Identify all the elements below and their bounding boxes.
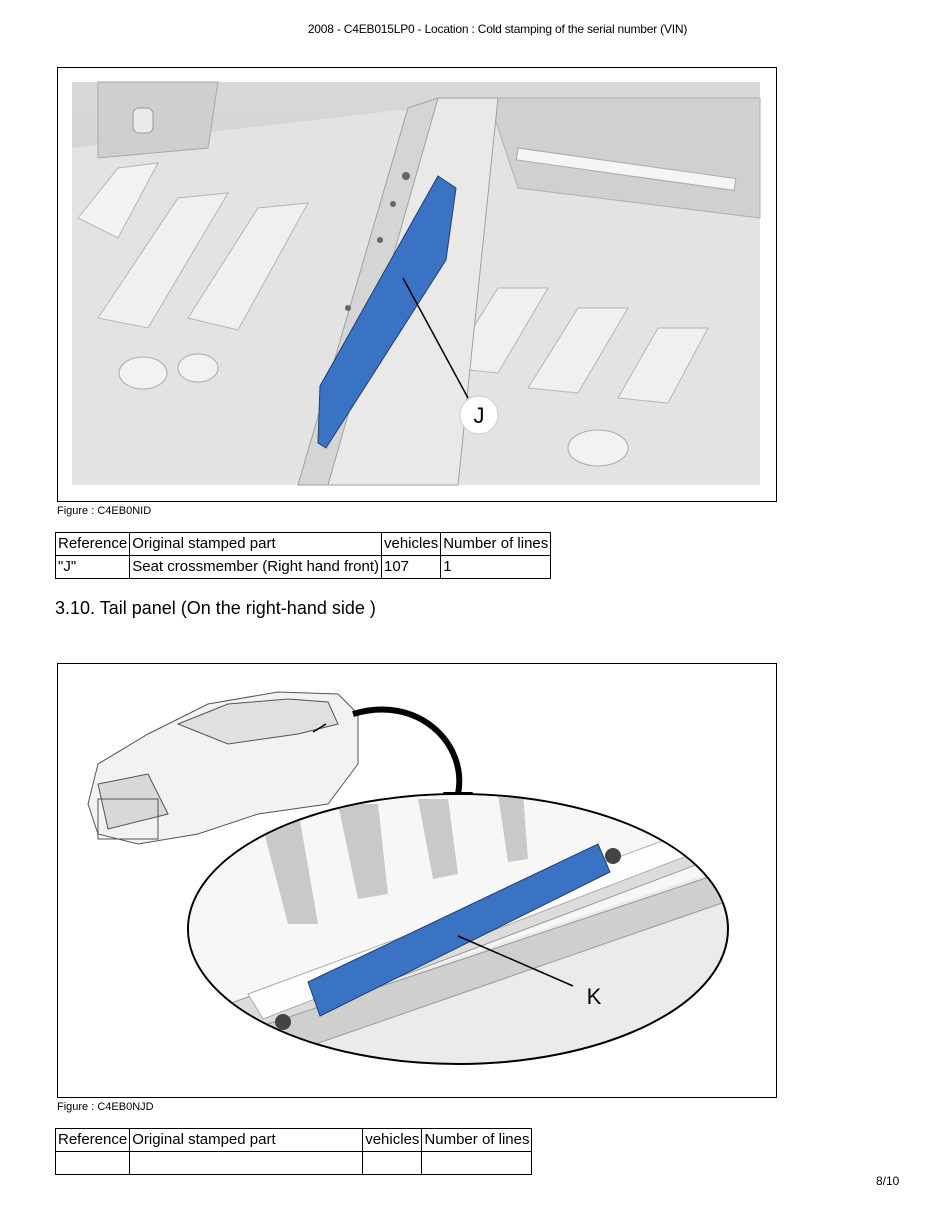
figure-caption: Figure : C4EB0NJD xyxy=(57,1101,154,1113)
table-header-row xyxy=(56,1129,532,1152)
table-cell xyxy=(130,1152,363,1175)
section-title: 3.10. Tail panel (On the right-hand side ) xyxy=(55,598,376,618)
column-header: vehicles xyxy=(382,533,441,556)
column-header: Number of lines xyxy=(441,533,551,556)
table-cell: "J" xyxy=(56,556,130,579)
callout-j: J xyxy=(473,403,485,428)
figure-caption: Figure : C4EB0NID xyxy=(57,505,152,517)
reference-table xyxy=(55,1128,532,1175)
table-cell: 107 xyxy=(382,556,441,579)
column-header: Original stamped part xyxy=(130,1129,363,1152)
table-cell xyxy=(56,1152,130,1175)
table-row xyxy=(56,1152,532,1175)
page-header: 2008 - C4EB015LP0 - Location : Cold stamping of the serial number (VIN) xyxy=(307,22,688,36)
table-cell: Seat crossmember (Right hand front) xyxy=(130,556,382,579)
table-cell: 1 xyxy=(441,556,551,579)
column-header: Number of lines xyxy=(422,1129,532,1152)
callout-k: K xyxy=(586,984,602,1009)
table-header-row xyxy=(56,533,551,556)
table-row xyxy=(56,556,551,579)
column-header: vehicles xyxy=(363,1129,422,1152)
column-header: Reference xyxy=(56,533,130,556)
figure-seat-crossmember xyxy=(57,67,777,502)
figure-tail-panel xyxy=(57,663,777,1098)
column-header: Original stamped part xyxy=(130,533,382,556)
tail-panel-illustration xyxy=(58,664,776,1097)
column-header: Reference xyxy=(56,1129,130,1152)
table-cell xyxy=(422,1152,532,1175)
page-number: 8/10 xyxy=(876,1174,900,1188)
reference-table xyxy=(55,532,551,579)
table-cell xyxy=(363,1152,422,1175)
seat-crossmember-illustration xyxy=(58,68,776,501)
